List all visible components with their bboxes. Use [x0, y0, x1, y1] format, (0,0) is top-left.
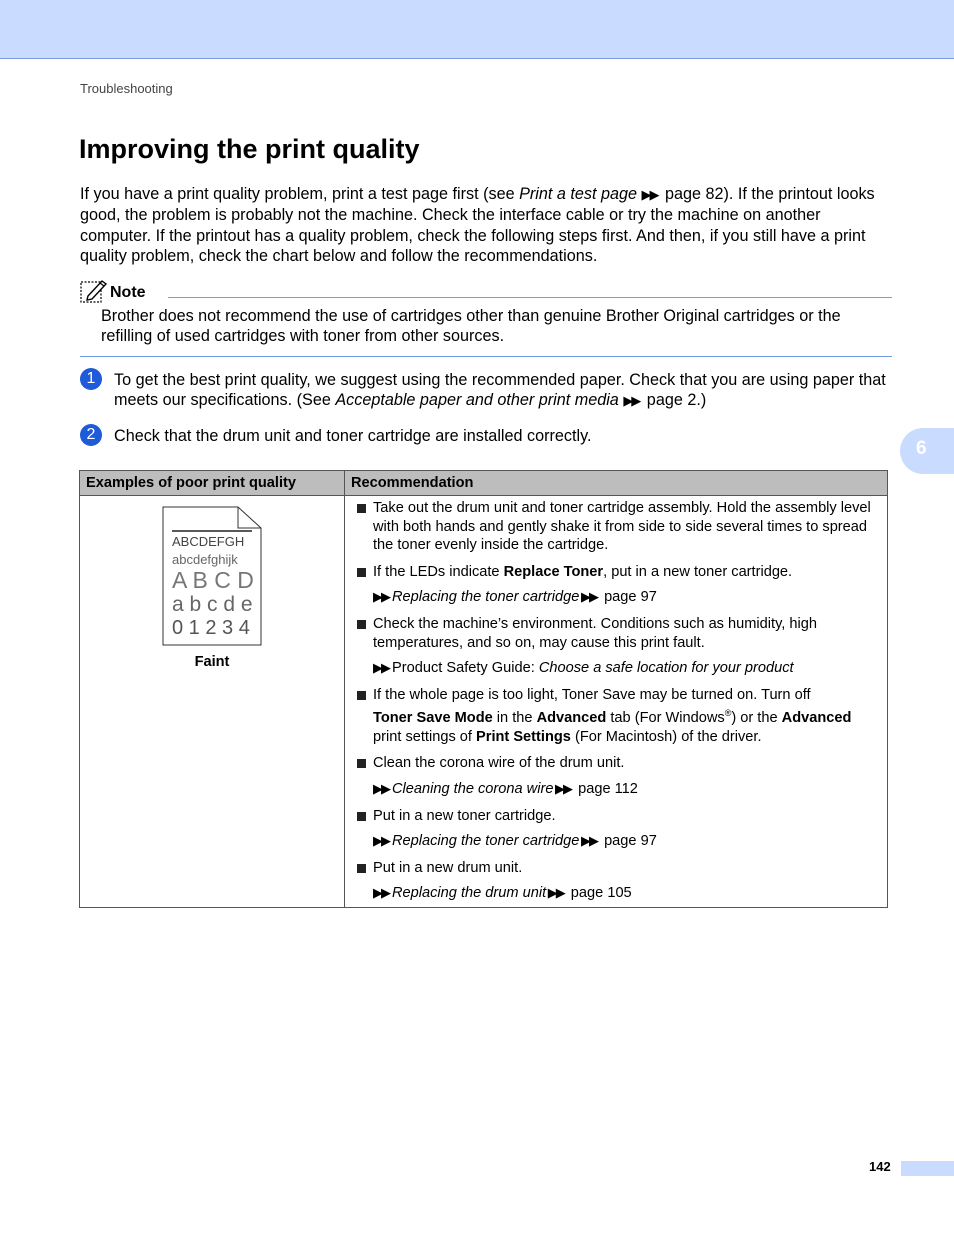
- chapter-number: 6: [916, 438, 927, 459]
- ref-link[interactable]: Cleaning the corona wire: [392, 780, 554, 797]
- note-text: Brother does not recommend the use of cartridges other than genuine Brother Original cartridges or the refilling of used cartridges with toner from other sources.: [101, 307, 841, 346]
- list-item: If the LEDs indicate Replace Toner, put in a new toner cartridge.: [355, 563, 879, 582]
- column-header-examples: Examples of poor print quality: [80, 471, 345, 496]
- cross-reference: ▶▶ Replacing the drum unit ▶▶ page 105: [373, 885, 632, 902]
- note-label: Note: [110, 284, 146, 301]
- step-1-link[interactable]: Acceptable paper and other print media: [335, 391, 619, 410]
- double-arrow-icon: ▶▶: [373, 833, 389, 849]
- intro-text-1: If you have a print quality problem, print a test page first (see: [80, 185, 520, 203]
- cross-reference: ▶▶ Cleaning the corona wire ▶▶ page 112: [373, 780, 638, 797]
- recommendation-cell: [345, 496, 888, 908]
- intro-link[interactable]: Print a test page: [519, 185, 637, 203]
- list-item: Take out the drum unit and toner cartridge assembly. Hold the assembly level with both hands and gently shake it from side to side several times to spread the toner evenly inside the cartridge.: [355, 499, 879, 555]
- example-label: Faint: [194, 654, 230, 670]
- step-number-1: 1: [80, 368, 102, 390]
- cross-reference: ▶▶ Product Safety Guide: Choose a safe location for your product: [373, 660, 794, 677]
- double-arrow-icon: ▶▶: [546, 885, 564, 901]
- header-band: [0, 0, 954, 59]
- sample-line-4: a b c d e: [172, 593, 253, 616]
- step-1-text-b: page 2.): [642, 391, 707, 410]
- double-arrow-icon: ▶▶: [641, 187, 658, 202]
- footer-band: [901, 1161, 954, 1176]
- column-header-recommendation: Recommendation: [345, 471, 888, 496]
- step-text-2: Check that the drum unit and toner cartridge are installed correctly.: [114, 427, 592, 445]
- intro-paragraph: [80, 184, 892, 267]
- ref-link[interactable]: Replacing the toner cartridge: [392, 589, 580, 606]
- list-item: If the whole page is too light, Toner Save may be turned on. Turn off: [355, 686, 879, 705]
- cross-reference: ▶▶ Replacing the toner cartridge ▶▶ page 97: [373, 589, 657, 606]
- example-cell: [80, 496, 345, 908]
- note-pencil-icon: [80, 278, 108, 304]
- step-text-1: [114, 370, 894, 412]
- note-divider-bottom: [80, 356, 892, 357]
- ref-link[interactable]: Choose a safe location for your product: [538, 660, 794, 677]
- page-number: 142: [869, 1159, 891, 1174]
- cross-reference: ▶▶ Replacing the toner cartridge ▶▶ page 97: [373, 833, 657, 850]
- list-item: Clean the corona wire of the drum unit.: [355, 754, 879, 773]
- intro-text-2: page 82). If the printout looks good, the problem is probably not the machine. Check the interface cable or try the machine on another computer. If the printout has a quality problem, check the following steps first. And then, if you still have a print quality problem, check the chart below and follow the recommendations.: [80, 185, 875, 266]
- double-arrow-icon: ▶▶: [373, 660, 389, 676]
- double-arrow-icon: ▶▶: [373, 589, 389, 605]
- list-item-continuation: Toner Save Mode in the Advanced tab (For Windows®) or the Advanced print settings of Print Settings (For Macintosh) of the driver.: [373, 708, 852, 745]
- sample-line-3: A B C D: [172, 567, 254, 593]
- sample-line-1: ABCDEFGH: [172, 534, 245, 549]
- breadcrumb: Troubleshooting: [80, 81, 173, 96]
- table-row: [80, 496, 888, 908]
- list-item: Put in a new toner cartridge.: [355, 807, 879, 826]
- list-item: Check the machine’s environment. Conditions such as humidity, high temperatures, and so on, may cause this print fault.: [355, 615, 879, 652]
- list-item: Put in a new drum unit.: [355, 859, 879, 878]
- double-arrow-icon: ▶▶: [373, 780, 389, 796]
- note-divider-top: [168, 297, 892, 298]
- double-arrow-icon: ▶▶: [579, 589, 598, 605]
- faint-print-sample-image: [162, 506, 262, 646]
- ref-link[interactable]: Replacing the toner cartridge: [392, 833, 580, 850]
- sample-line-5: 0 1 2 3 4: [172, 617, 250, 639]
- print-quality-table: [79, 470, 888, 908]
- double-arrow-icon: ▶▶: [553, 780, 572, 796]
- step-number-2: 2: [80, 424, 102, 446]
- step-1-text-a: To get the best print quality, we suggest using the recommended paper. Check that you are using paper that meets our specifications. (See: [114, 371, 886, 410]
- double-arrow-icon: ▶▶: [579, 833, 598, 849]
- ref-link[interactable]: Replacing the drum unit: [392, 885, 547, 902]
- page-title: Improving the print quality: [79, 134, 420, 164]
- double-arrow-icon: ▶▶: [623, 393, 640, 409]
- double-arrow-icon: ▶▶: [373, 885, 389, 901]
- chapter-tab[interactable]: [900, 428, 954, 474]
- sample-line-2: abcdefghijk: [172, 552, 238, 567]
- table-header-row: [80, 471, 888, 496]
